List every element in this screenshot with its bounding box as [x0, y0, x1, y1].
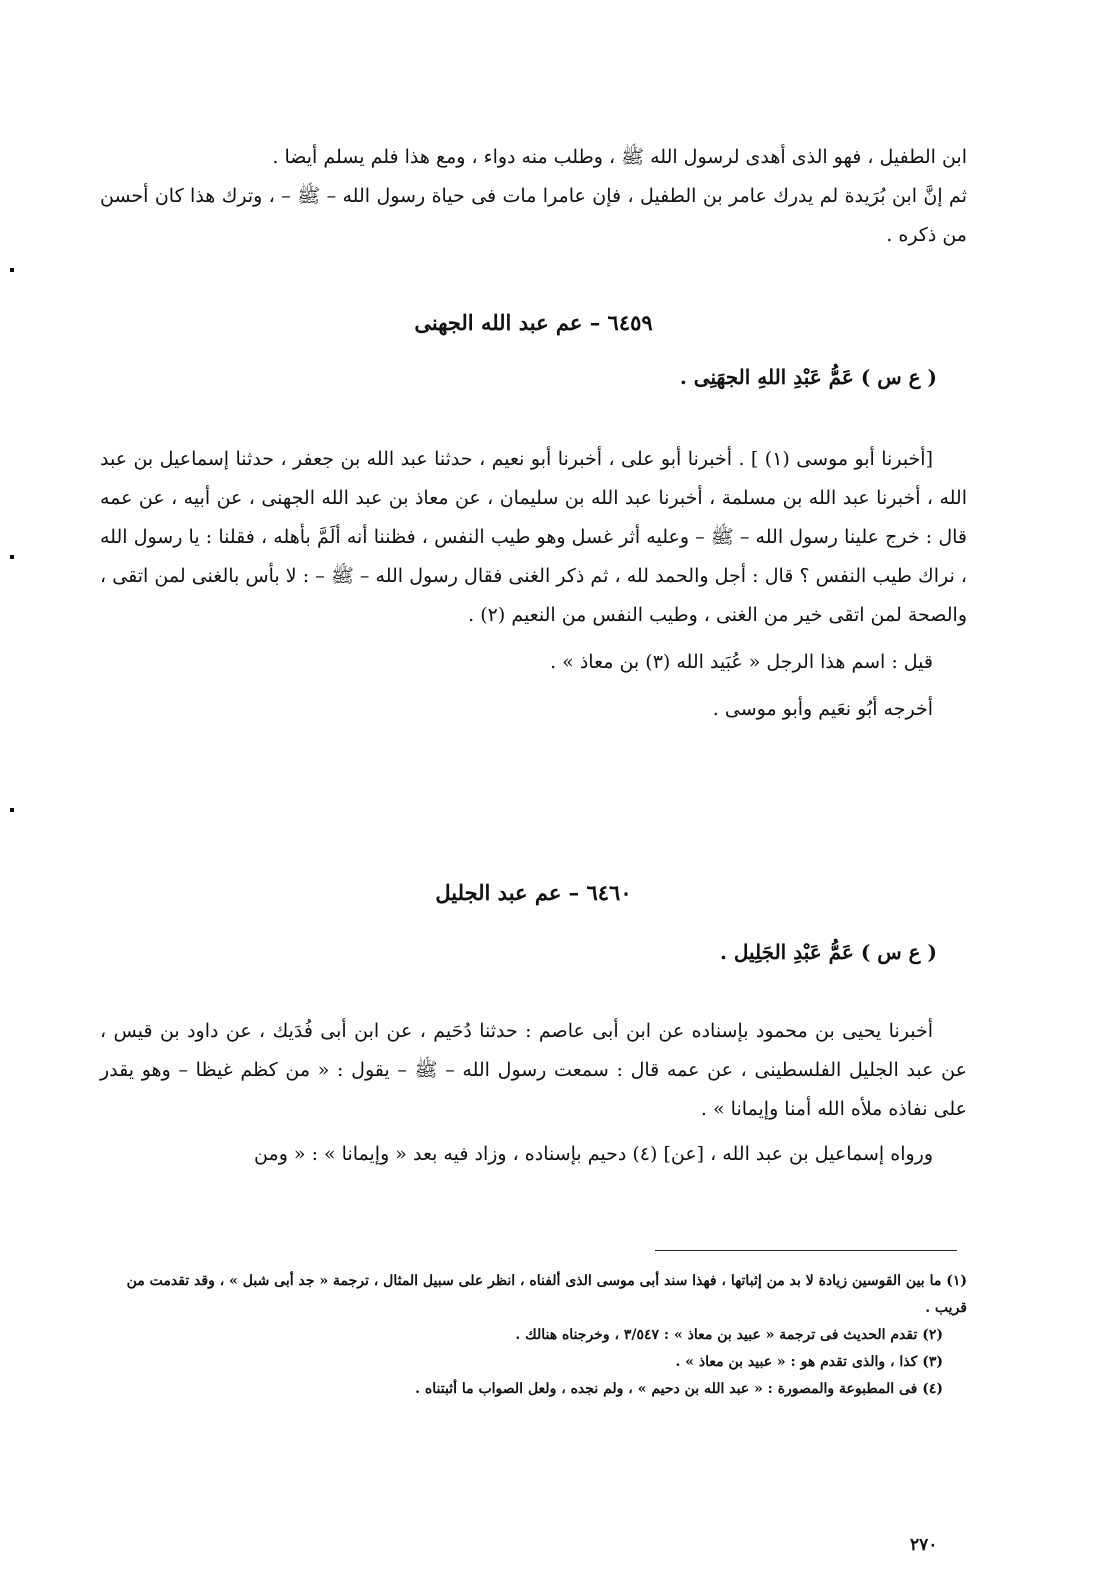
entry-paragraph-6460-cont: ورواه إسماعيل بن عبد الله ، [عن] (٤) دحيم بإسناده ، وزاد فيه بعد « وإيمانا » : « ومن	[254, 1143, 933, 1165]
footnote-4: (٤) فى المطبوعة والمصورة : « عبد الله بن دحيم » ، ولم نجده ، ولعل الصواب ما أثبتناه .	[415, 1381, 943, 1397]
entry-6460-text	[100, 1012, 967, 1174]
entry-note-source: أخرجه أبُو نعَيم وأبو موسى .	[712, 698, 933, 720]
top-line-2: ثم إنَّ ابن بُرَيدة لم يدرك عامر بن الطفيل ، فإن عامرا مات فى حياة رسول الله – ﷺ – ، وترك هذا كان أحسن من ذكره .	[100, 185, 967, 246]
entry-6460-body	[100, 940, 967, 964]
entry-note-name: قيل : اسم هذا الرجل « عُبَيد الله (٣) بن معاذ » .	[550, 651, 933, 673]
entry-6459-body	[100, 365, 967, 389]
entry-heading-6460: ٦٤٦٠ – عم عبد الجليل	[435, 880, 632, 905]
top-paragraph	[100, 138, 967, 255]
entry-6459-text	[100, 440, 967, 729]
scan-mark	[10, 808, 14, 812]
entry-marker-6460: ( ع س ) عَمُّ عَبْدِ الجَلِيل .	[719, 940, 937, 964]
page-number: ٢٧٠	[910, 1535, 938, 1555]
footnote-3: (٣) كذا ، والذى تقدم هو : « عبيد بن معاذ » .	[675, 1354, 943, 1370]
entry-paragraph-6460: أخبرنا يحيى بن محمود بإسناده عن ابن أبى عاصم : حدثنا دُحَيم ، عن ابن أبى فُدَيك ، عن داود بن قيس ، عن عبد الجليل الفلسطينى ، عن عمه قال : سمعت رسول الله – ﷺ – يقول : « من كظم غيظا – وهو يقدر على نفاذه ملأه الله أمنا وإيمانا » .	[100, 1020, 967, 1120]
footnote-2: (٢) تقدم الحديث فى ترجمة « عبيد بن معاذ » : ٣/٥٤٧ ، وخرجناه هنالك .	[515, 1327, 943, 1343]
top-line-1: ابن الطفيل ، فهو الذى أهدى لرسول الله ﷺ ، وطلب منه دواء ، ومع هذا فلم يسلم أيضا .	[272, 146, 967, 168]
entry-paragraph-6459: [أخبرنا أبو موسى (١) ] . أخبرنا أبو على ، أخبرنا أبو نعيم ، حدثنا عبد الله بن جعفر ، حدثنا إسماعيل بن عبد الله ، أخبرنا عبد الله بن مسلمة ، أخبرنا عبد الله بن سليمان ، عن معاذ بن عبد الله الجهنى ، عن أبيه ، عن عمه قال : خرج علينا رسول الله – ﷺ – وعليه أثر غسل وهو طيب النفس ، فظننا أنه ألَمَّ بأهله ، فقلنا : يا رسول الله ، نراك طيب النفس ؟ قال : أجل والحمد لله ، ثم ذكر الغنى فقال رسول الله – ﷺ – : لا بأس بالغنى لمن اتقى ، والصحة لمن اتقى خير من الغنى ، وطيب النفس من النعيم (٢) .	[100, 448, 967, 626]
scan-mark	[10, 555, 14, 559]
footnote-separator	[655, 1250, 957, 1251]
entry-heading-6459: ٦٤٥٩ – عم عبد الله الجهنى	[414, 310, 653, 335]
scan-mark	[10, 268, 14, 272]
entry-marker-6459: ( ع س ) عَمُّ عَبْدِ اللهِ الجهَنِى .	[679, 365, 937, 389]
footnotes	[100, 1268, 967, 1403]
footnote-1: (١) ما بين القوسين زيادة لا بد من إثباتها ، فهذا سند أبى موسى الذى ألفناه ، انظر على سبيل المثال ، ترجمة « جد أبى شبل » ، وقد تقدمت من قريب .	[126, 1273, 967, 1316]
